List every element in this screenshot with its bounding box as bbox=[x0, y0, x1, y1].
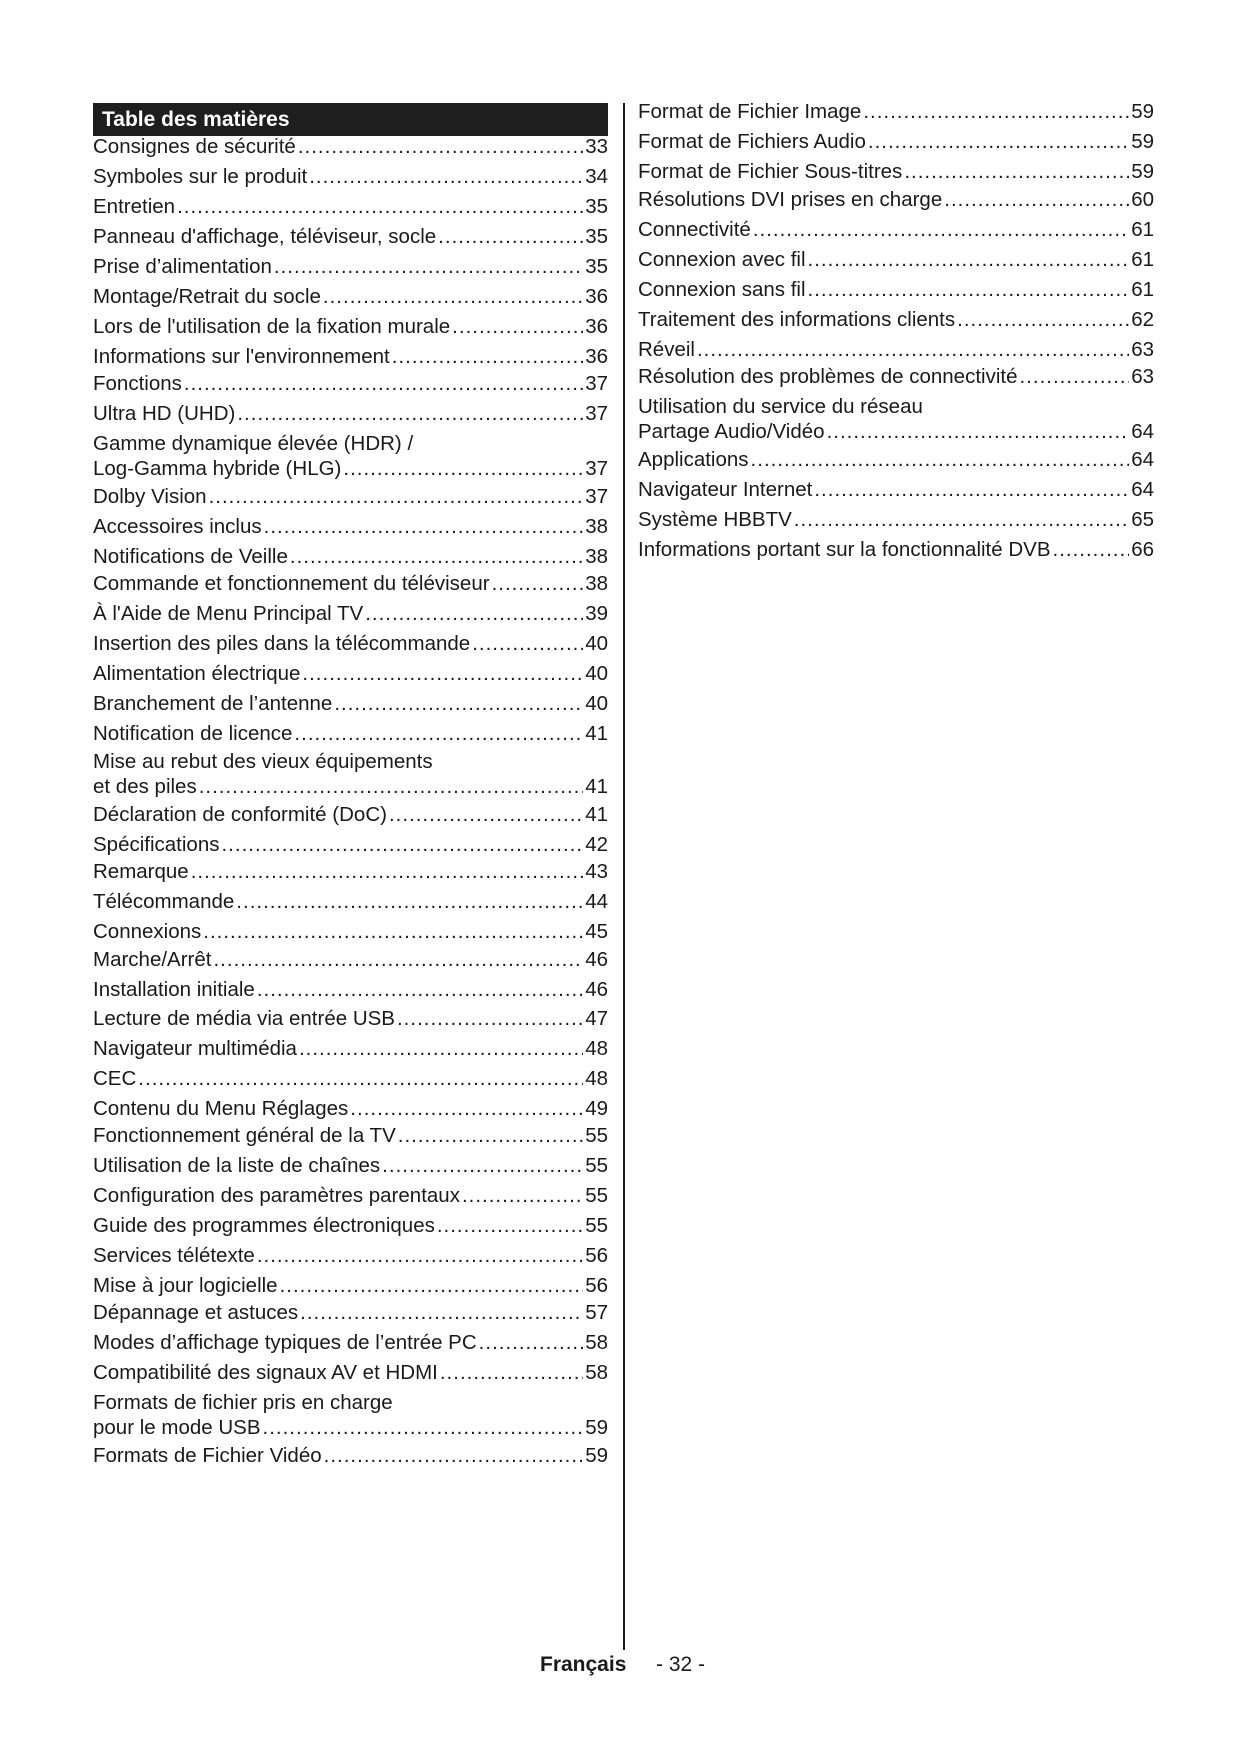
toc-entry-title: Insertion des piles dans la télécommande bbox=[93, 632, 471, 655]
toc-entry-row bbox=[93, 631, 608, 656]
toc-entry-page: 59 bbox=[1131, 100, 1154, 123]
toc-entry bbox=[93, 344, 608, 369]
toc-leader-dots bbox=[479, 1330, 584, 1355]
toc-entry-row bbox=[93, 1213, 608, 1238]
toc-entry-title-line: Gamme dynamique élevée (HDR) / bbox=[93, 432, 414, 455]
toc-leader-dots bbox=[294, 721, 583, 746]
toc-entry-row bbox=[93, 832, 608, 857]
toc-entry bbox=[93, 601, 608, 626]
toc-entry bbox=[638, 277, 1154, 302]
toc-entry-page: 61 bbox=[1131, 248, 1154, 271]
toc-leader-dots bbox=[302, 661, 583, 686]
toc-entry-row bbox=[93, 947, 608, 972]
toc-leader-dots bbox=[868, 129, 1129, 154]
toc-entry-title: Symboles sur le produit bbox=[93, 165, 308, 188]
toc-entry-title: Guide des programmes électroniques bbox=[93, 1214, 435, 1237]
toc-entry-page: 43 bbox=[585, 860, 608, 883]
toc-entry-page: 39 bbox=[585, 602, 608, 625]
toc-entry-page: 42 bbox=[585, 833, 608, 856]
toc-entry bbox=[93, 284, 608, 309]
toc-entry-title: Consignes de sécurité bbox=[93, 135, 296, 158]
toc-entry bbox=[93, 571, 608, 596]
toc-entry-title: Connexions bbox=[93, 920, 202, 943]
toc-leader-dots bbox=[1053, 537, 1130, 562]
toc-entry-title: Prise d’alimentation bbox=[93, 255, 272, 278]
toc-entry-page: 45 bbox=[585, 920, 608, 943]
toc-entry-page: 38 bbox=[585, 572, 608, 595]
toc-entry-title: pour le mode USB bbox=[93, 1416, 261, 1439]
toc-entry-row bbox=[93, 344, 608, 369]
toc-entry-row bbox=[93, 314, 608, 339]
toc-entry-title: Navigateur multimédia bbox=[93, 1037, 297, 1060]
toc-leader-dots bbox=[290, 544, 583, 569]
toc-entry-row bbox=[638, 307, 1154, 332]
toc-leader-dots bbox=[274, 254, 583, 279]
toc-entry-page: 56 bbox=[585, 1274, 608, 1297]
toc-entry bbox=[93, 544, 608, 569]
toc-entry bbox=[93, 484, 608, 509]
toc-entry-title: Commande et fonctionnement du téléviseur bbox=[93, 572, 490, 595]
toc-entry-row bbox=[93, 371, 608, 396]
toc-entry-page: 58 bbox=[585, 1361, 608, 1384]
toc-entry-title: Compatibilité des signaux AV et HDMI bbox=[93, 1361, 438, 1384]
toc-entry-page: 56 bbox=[585, 1244, 608, 1267]
toc-entry bbox=[93, 691, 608, 716]
toc-entry-title: Ultra HD (UHD) bbox=[93, 402, 236, 425]
toc-leader-dots bbox=[397, 1006, 583, 1031]
toc-entry bbox=[93, 1213, 608, 1238]
toc-entry bbox=[93, 1243, 608, 1268]
toc-entry-row bbox=[638, 187, 1154, 212]
toc-leader-dots bbox=[452, 314, 583, 339]
toc-entry bbox=[93, 1123, 608, 1148]
toc-leader-dots bbox=[138, 1066, 583, 1091]
toc-entry bbox=[638, 307, 1154, 332]
toc-entry-row bbox=[93, 1415, 608, 1440]
toc-leader-dots bbox=[944, 187, 1129, 212]
toc-entry bbox=[93, 164, 608, 189]
toc-entry bbox=[638, 159, 1154, 184]
toc-leader-dots bbox=[334, 691, 583, 716]
toc-entry-page: 40 bbox=[585, 632, 608, 655]
toc-leader-dots bbox=[904, 159, 1129, 184]
toc-leader-dots bbox=[440, 1360, 583, 1385]
toc-entry-page: 46 bbox=[585, 978, 608, 1001]
toc-entry-row bbox=[93, 1360, 608, 1385]
toc-entry bbox=[93, 254, 608, 279]
toc-entry-page: 55 bbox=[585, 1124, 608, 1147]
toc-entry bbox=[93, 431, 608, 481]
toc-entry bbox=[93, 802, 608, 827]
toc-leader-dots bbox=[814, 477, 1129, 502]
toc-entry-page: 41 bbox=[585, 722, 608, 745]
toc-leader-dots bbox=[323, 284, 583, 309]
toc-entry-page: 55 bbox=[585, 1184, 608, 1207]
toc-entry-page: 57 bbox=[585, 1301, 608, 1324]
toc-leader-dots bbox=[808, 277, 1130, 302]
toc-leader-dots bbox=[753, 217, 1129, 242]
toc-entry-row bbox=[93, 1006, 608, 1031]
toc-entry bbox=[93, 889, 608, 914]
toc-entry-row bbox=[93, 224, 608, 249]
toc-entry-page: 47 bbox=[585, 1007, 608, 1030]
toc-entry-page: 36 bbox=[585, 315, 608, 338]
toc-entry-row bbox=[93, 919, 608, 944]
toc-entry-row bbox=[93, 1183, 608, 1208]
toc-entry-page: 64 bbox=[1131, 478, 1154, 501]
toc-entry-title: Notifications de Veille bbox=[93, 545, 288, 568]
toc-entry-row bbox=[638, 159, 1154, 184]
toc-entry-title: À l'Aide de Menu Principal TV bbox=[93, 602, 364, 625]
toc-entry bbox=[638, 247, 1154, 272]
toc-entry-title: Format de Fichier Sous-titres bbox=[638, 160, 903, 183]
toc-entry-page: 40 bbox=[585, 692, 608, 715]
toc-entry-title: Spécifications bbox=[93, 833, 220, 856]
toc-entry-title: Services télétexte bbox=[93, 1244, 255, 1267]
toc-entry-row bbox=[93, 1096, 608, 1121]
toc-entry-page: 65 bbox=[1131, 508, 1154, 531]
toc-leader-dots bbox=[398, 1123, 583, 1148]
toc-entry-page: 40 bbox=[585, 662, 608, 685]
toc-entry-page: 35 bbox=[585, 195, 608, 218]
toc-entry-page: 35 bbox=[585, 255, 608, 278]
toc-leader-dots bbox=[236, 889, 583, 914]
toc-entry bbox=[93, 314, 608, 339]
toc-leader-dots bbox=[389, 802, 583, 827]
toc-entry-title: Informations sur l'environnement bbox=[93, 345, 390, 368]
toc-leader-dots bbox=[365, 601, 583, 626]
toc-leader-dots bbox=[343, 456, 583, 481]
toc-entry-page: 37 bbox=[585, 457, 608, 480]
toc-entry-page: 63 bbox=[1131, 365, 1154, 388]
toc-entry bbox=[93, 859, 608, 884]
toc-entry-page: 41 bbox=[585, 803, 608, 826]
toc-entry-title: CEC bbox=[93, 1067, 137, 1090]
toc-leader-dots bbox=[437, 1213, 583, 1238]
toc-leader-dots bbox=[203, 919, 583, 944]
toc-entry-title-line: Mise au rebut des vieux équipements bbox=[93, 750, 433, 773]
toc-leader-dots bbox=[309, 164, 583, 189]
toc-entry-row bbox=[93, 859, 608, 884]
toc-entry-page: 37 bbox=[585, 372, 608, 395]
toc-entry-title: Applications bbox=[638, 448, 749, 471]
toc-entry-title: Connectivité bbox=[638, 218, 751, 241]
toc-entry-title: Configuration des paramètres parentaux bbox=[93, 1184, 460, 1207]
toc-entry-page: 58 bbox=[585, 1331, 608, 1354]
toc-leader-dots bbox=[350, 1096, 583, 1121]
toc-leader-dots bbox=[827, 419, 1130, 444]
toc-entry-title: Contenu du Menu Réglages bbox=[93, 1097, 349, 1120]
toc-entry-title: Traitement des informations clients bbox=[638, 308, 956, 331]
toc-entry-row bbox=[638, 507, 1154, 532]
toc-entry bbox=[93, 401, 608, 426]
toc-entry-title: Informations portant sur la fonctionnalité DVB bbox=[638, 538, 1051, 561]
toc-entry-row bbox=[93, 1036, 608, 1061]
toc-entry-title: Notification de licence bbox=[93, 722, 293, 745]
toc-entry bbox=[93, 947, 608, 972]
toc-entry-row bbox=[638, 447, 1154, 472]
toc-entry bbox=[93, 1153, 608, 1178]
toc-leader-dots bbox=[177, 194, 583, 219]
toc-entry bbox=[638, 99, 1154, 124]
toc-entry-row bbox=[638, 337, 1154, 362]
toc-entry-row bbox=[93, 484, 608, 509]
toc-entry bbox=[638, 187, 1154, 212]
toc-entry bbox=[93, 371, 608, 396]
toc-entry-title: Télécommande bbox=[93, 890, 235, 913]
toc-leader-dots bbox=[213, 947, 583, 972]
toc-entry-title: Accessoires inclus bbox=[93, 515, 262, 538]
toc-entry-row bbox=[638, 247, 1154, 272]
toc-entry-title: Fonctions bbox=[93, 372, 182, 395]
toc-entry-page: 55 bbox=[585, 1214, 608, 1237]
toc-entry-page: 48 bbox=[585, 1037, 608, 1060]
toc-entry-page: 37 bbox=[585, 485, 608, 508]
toc-leader-dots bbox=[382, 1153, 583, 1178]
toc-leader-dots bbox=[209, 484, 584, 509]
toc-leader-dots bbox=[263, 1415, 584, 1440]
toc-entry-title: Marche/Arrêt bbox=[93, 948, 212, 971]
toc-entry-title: Montage/Retrait du socle bbox=[93, 285, 321, 308]
toc-entry bbox=[93, 749, 608, 799]
toc-entry-row bbox=[93, 194, 608, 219]
toc-entry-row bbox=[638, 477, 1154, 502]
toc-entry-row bbox=[638, 277, 1154, 302]
footer-language: Français bbox=[540, 1653, 627, 1676]
toc-entry-title: Installation initiale bbox=[93, 978, 255, 1001]
toc-entry-title: Entretien bbox=[93, 195, 176, 218]
toc-entry-title-line: Formats de fichier pris en charge bbox=[93, 1391, 393, 1414]
toc-entry-row bbox=[93, 1066, 608, 1091]
toc-entry bbox=[638, 447, 1154, 472]
toc-entry-row bbox=[93, 601, 608, 626]
toc-entry-row bbox=[638, 217, 1154, 242]
toc-leader-dots bbox=[191, 859, 583, 884]
toc-leader-dots bbox=[299, 1036, 583, 1061]
toc-entry bbox=[638, 129, 1154, 154]
toc-entry bbox=[93, 1390, 608, 1440]
toc-entry-title: Format de Fichier Image bbox=[638, 100, 862, 123]
toc-entry-page: 61 bbox=[1131, 278, 1154, 301]
toc-entry-title: Panneau d'affichage, téléviseur, socle bbox=[93, 225, 437, 248]
toc-entry bbox=[93, 721, 608, 746]
toc-entry-title: Système HBBTV bbox=[638, 508, 792, 531]
toc-entry bbox=[93, 1360, 608, 1385]
toc-entry-page: 62 bbox=[1131, 308, 1154, 331]
toc-leader-dots bbox=[280, 1273, 584, 1298]
toc-entry-row bbox=[93, 661, 608, 686]
toc-entry-title: Log-Gamma hybride (HLG) bbox=[93, 457, 342, 480]
toc-leader-dots bbox=[237, 401, 583, 426]
toc-entry-row bbox=[93, 1330, 608, 1355]
toc-leader-dots bbox=[298, 134, 583, 159]
toc-leader-dots bbox=[221, 832, 583, 857]
toc-entry-page: 48 bbox=[585, 1067, 608, 1090]
toc-leader-dots bbox=[300, 1300, 583, 1325]
toc-entry-page: 36 bbox=[585, 345, 608, 368]
toc-entry-title: Lors de l'utilisation de la fixation murale bbox=[93, 315, 451, 338]
toc-entry-title: Mise à jour logicielle bbox=[93, 1274, 278, 1297]
toc-leader-dots bbox=[184, 371, 583, 396]
toc-entry bbox=[638, 507, 1154, 532]
toc-entry-page: 38 bbox=[585, 515, 608, 538]
toc-entry-row bbox=[93, 802, 608, 827]
toc-entry bbox=[638, 364, 1154, 389]
toc-leader-dots bbox=[392, 344, 583, 369]
toc-leader-dots bbox=[1019, 364, 1129, 389]
toc-leader-dots bbox=[438, 224, 583, 249]
toc-entry-row bbox=[93, 401, 608, 426]
toc-leader-dots bbox=[264, 514, 584, 539]
toc-entry-title-line: Utilisation du service du réseau bbox=[638, 395, 923, 418]
toc-entry bbox=[93, 1066, 608, 1091]
toc-leader-dots bbox=[199, 774, 583, 799]
toc-entry bbox=[93, 224, 608, 249]
toc-entry-page: 59 bbox=[1131, 160, 1154, 183]
toc-entry-row bbox=[93, 889, 608, 914]
column-divider bbox=[623, 103, 625, 1650]
toc-entry-page: 59 bbox=[1131, 130, 1154, 153]
toc-entry-row bbox=[93, 1273, 608, 1298]
toc-entry-page: 33 bbox=[585, 135, 608, 158]
toc-entry-page: 38 bbox=[585, 545, 608, 568]
toc-entry-row bbox=[93, 774, 608, 799]
toc-entry bbox=[93, 514, 608, 539]
toc-entry bbox=[93, 1300, 608, 1325]
toc-entry-title: Dolby Vision bbox=[93, 485, 207, 508]
toc-entry-row bbox=[93, 1153, 608, 1178]
toc-entry-page: 35 bbox=[585, 225, 608, 248]
toc-entry-row bbox=[93, 1243, 608, 1268]
toc-entry-title: Partage Audio/Vidéo bbox=[638, 420, 825, 443]
toc-entry-page: 41 bbox=[585, 775, 608, 798]
toc-entry-page: 55 bbox=[585, 1154, 608, 1177]
toc-entry bbox=[638, 217, 1154, 242]
toc-entry-title: Navigateur Internet bbox=[638, 478, 813, 501]
toc-entry-row bbox=[93, 1443, 608, 1468]
toc-leader-dots bbox=[794, 507, 1129, 532]
toc-entry bbox=[93, 1443, 608, 1468]
toc-entry-row bbox=[638, 129, 1154, 154]
toc-leader-dots bbox=[751, 447, 1130, 472]
toc-entry-page: 49 bbox=[585, 1097, 608, 1120]
toc-entry-page: 36 bbox=[585, 285, 608, 308]
toc-entry-page: 37 bbox=[585, 402, 608, 425]
toc-entry-row bbox=[93, 164, 608, 189]
toc-entry-page: 46 bbox=[585, 948, 608, 971]
toc-entry-page: 66 bbox=[1131, 538, 1154, 561]
toc-entry-page: 64 bbox=[1131, 448, 1154, 471]
toc-entry-page: 34 bbox=[585, 165, 608, 188]
toc-entry-row bbox=[93, 571, 608, 596]
toc-leader-dots bbox=[257, 977, 583, 1002]
toc-entry bbox=[93, 661, 608, 686]
toc-entry-page: 63 bbox=[1131, 338, 1154, 361]
toc-entry-row bbox=[638, 99, 1154, 124]
toc-entry-title: Utilisation de la liste de chaînes bbox=[93, 1154, 381, 1177]
toc-leader-dots bbox=[324, 1443, 584, 1468]
toc-entry-title: Déclaration de conformité (DoC) bbox=[93, 803, 387, 826]
toc-leader-dots bbox=[808, 247, 1130, 272]
toc-entry bbox=[93, 631, 608, 656]
toc-entry bbox=[93, 1006, 608, 1031]
toc-entry-row bbox=[93, 284, 608, 309]
toc-entry bbox=[638, 394, 1154, 444]
toc-entry-title: Branchement de l’antenne bbox=[93, 692, 333, 715]
toc-entry-title: Résolutions DVI prises en charge bbox=[638, 188, 943, 211]
toc-entry bbox=[93, 134, 608, 159]
toc-entry-title: Résolution des problèmes de connectivité bbox=[638, 365, 1018, 388]
toc-entry-row bbox=[638, 364, 1154, 389]
toc-entry-title: Formats de Fichier Vidéo bbox=[93, 1444, 322, 1467]
toc-entry bbox=[638, 477, 1154, 502]
toc-title: Table des matières bbox=[102, 108, 290, 131]
toc-entry-row bbox=[93, 691, 608, 716]
toc-entry bbox=[93, 194, 608, 219]
footer-page-number: - 32 - bbox=[656, 1653, 706, 1676]
toc-entry bbox=[93, 919, 608, 944]
toc-entry-title: Connexion avec fil bbox=[638, 248, 806, 271]
toc-leader-dots bbox=[863, 99, 1129, 124]
toc-leader-dots bbox=[472, 631, 583, 656]
toc-entry-row bbox=[93, 1123, 608, 1148]
toc-leader-dots bbox=[957, 307, 1129, 332]
toc-entry-title: Dépannage et astuces bbox=[93, 1301, 299, 1324]
toc-leader-dots bbox=[492, 571, 584, 596]
toc-entry-row bbox=[638, 537, 1154, 562]
toc-entry bbox=[93, 832, 608, 857]
toc-entry-row bbox=[93, 254, 608, 279]
toc-entry bbox=[93, 977, 608, 1002]
toc-entry-row bbox=[93, 1300, 608, 1325]
toc-entry-page: 59 bbox=[585, 1444, 608, 1467]
toc-entry-row bbox=[93, 544, 608, 569]
toc-entry bbox=[93, 1273, 608, 1298]
toc-entry bbox=[93, 1183, 608, 1208]
toc-entry bbox=[638, 537, 1154, 562]
toc-entry-row bbox=[93, 977, 608, 1002]
toc-entry-row bbox=[93, 456, 608, 481]
toc-entry-row bbox=[638, 419, 1154, 444]
toc-entry-title: Alimentation électrique bbox=[93, 662, 301, 685]
toc-entry bbox=[93, 1096, 608, 1121]
toc-entry-page: 60 bbox=[1131, 188, 1154, 211]
toc-entry-title: Connexion sans fil bbox=[638, 278, 806, 301]
toc-entry-title: Réveil bbox=[638, 338, 695, 361]
toc-header bbox=[93, 103, 608, 136]
toc-entry-title: Format de Fichiers Audio bbox=[638, 130, 866, 153]
toc-entry-title: Modes d’affichage typiques de l’entrée PC bbox=[93, 1331, 477, 1354]
toc-entry-row bbox=[93, 514, 608, 539]
toc-leader-dots bbox=[462, 1183, 583, 1208]
toc-entry bbox=[638, 337, 1154, 362]
toc-entry-title: Remarque bbox=[93, 860, 189, 883]
toc-entry bbox=[93, 1330, 608, 1355]
toc-entry-page: 59 bbox=[585, 1416, 608, 1439]
toc-leader-dots bbox=[697, 337, 1129, 362]
toc-entry-title: Lecture de média via entrée USB bbox=[93, 1007, 395, 1030]
toc-entry-page: 44 bbox=[585, 890, 608, 913]
toc-entry-title: et des piles bbox=[93, 775, 197, 798]
toc-leader-dots bbox=[257, 1243, 583, 1268]
toc-entry bbox=[93, 1036, 608, 1061]
toc-entry-page: 64 bbox=[1131, 420, 1154, 443]
toc-entry-title: Fonctionnement général de la TV bbox=[93, 1124, 396, 1147]
toc-entry-row bbox=[93, 721, 608, 746]
toc-entry-row bbox=[93, 134, 608, 159]
toc-entry-page: 61 bbox=[1131, 218, 1154, 241]
